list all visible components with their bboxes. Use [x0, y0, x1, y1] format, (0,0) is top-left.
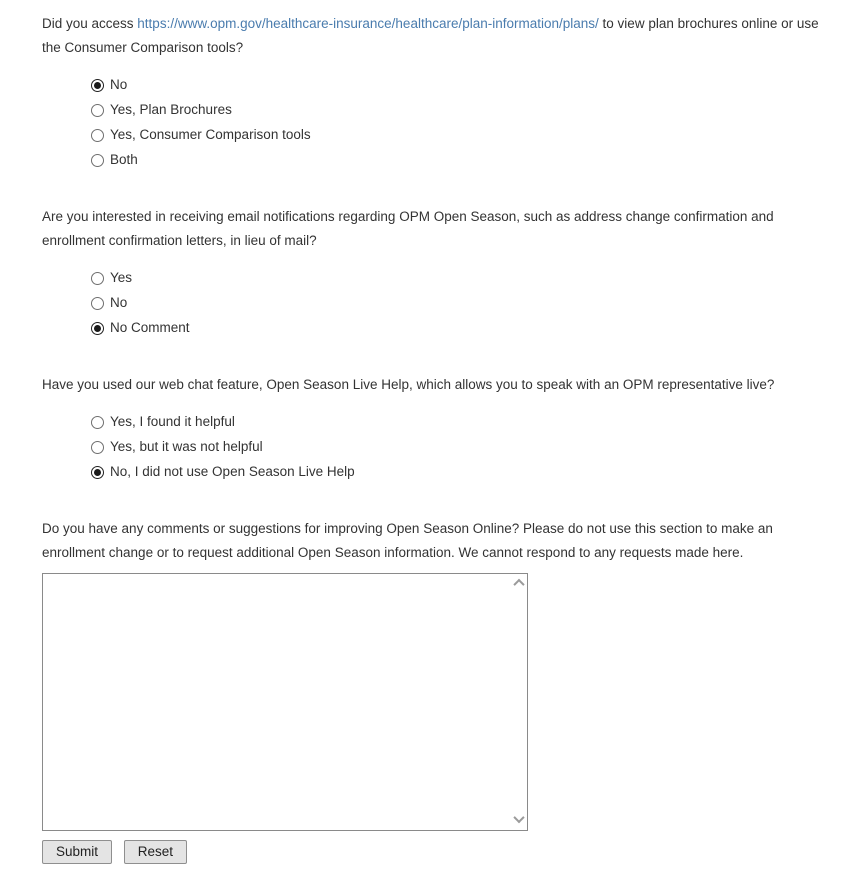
- opm-plans-link[interactable]: https://www.opm.gov/healthcare-insurance/healthcare/plan-information/plans/: [137, 16, 599, 31]
- radio-icon[interactable]: [91, 416, 104, 429]
- radio-icon[interactable]: [91, 322, 104, 335]
- radio-option-did-not-use[interactable]: [91, 465, 832, 479]
- radio-option-yes-comparison-tools[interactable]: [91, 128, 832, 142]
- radio-icon[interactable]: [91, 272, 104, 285]
- radio-option-yes-not-helpful[interactable]: [91, 440, 832, 454]
- radio-option-label: No: [110, 77, 128, 92]
- radio-option-yes-helpful[interactable]: [91, 415, 832, 429]
- textarea-scrollbar[interactable]: [510, 574, 527, 830]
- radio-option-no[interactable]: [91, 78, 832, 92]
- question-text: Are you interested in receiving email notifications regarding OPM Open Season, such as address change confirmation and enrollment confirmation letters, in lieu of mail?: [42, 209, 774, 248]
- radio-option-label: Yes: [110, 270, 133, 285]
- radio-icon[interactable]: [91, 441, 104, 454]
- question-plan-brochures: [42, 12, 832, 167]
- question-text-pre: Did you access: [42, 16, 138, 31]
- radio-group-plan-brochures: [91, 78, 832, 167]
- question-email-notifications: [42, 205, 832, 335]
- radio-option-label: Yes, but it was not helpful: [110, 439, 263, 454]
- question-web-chat: [42, 373, 832, 479]
- radio-group-web-chat: [91, 415, 832, 479]
- submit-button[interactable]: Submit: [42, 840, 112, 864]
- radio-option-label: Yes, I found it helpful: [110, 414, 235, 429]
- question-text: [42, 12, 832, 60]
- question-text: Have you used our web chat feature, Open Season Live Help, which allows you to speak with an OPM representative live?: [42, 377, 775, 392]
- comments-section: [42, 517, 832, 864]
- radio-option-label: No Comment: [110, 320, 190, 335]
- radio-option-label: No: [110, 295, 128, 310]
- scroll-down-icon[interactable]: [513, 812, 524, 823]
- radio-icon[interactable]: [91, 104, 104, 117]
- radio-icon[interactable]: [91, 466, 104, 479]
- reset-button[interactable]: Reset: [124, 840, 187, 864]
- radio-option-label: Yes, Plan Brochures: [110, 102, 232, 117]
- scroll-up-icon[interactable]: [513, 579, 524, 590]
- radio-icon[interactable]: [91, 297, 104, 310]
- radio-option-yes-plan-brochures[interactable]: [91, 103, 832, 117]
- comments-prompt: Do you have any comments or suggestions for improving Open Season Online? Please do not use this section to make an enrollment change or to request additional Open Season information. We cannot respond to any requests made here.: [42, 521, 773, 560]
- radio-option-label: No, I did not use Open Season Live Help: [110, 464, 355, 479]
- radio-option-label: Yes, Consumer Comparison tools: [110, 127, 311, 142]
- radio-option-no[interactable]: [91, 296, 832, 310]
- radio-icon[interactable]: [91, 129, 104, 142]
- radio-option-label: Both: [110, 152, 138, 167]
- radio-option-no-comment[interactable]: [91, 321, 832, 335]
- form-buttons: [42, 840, 832, 864]
- radio-option-both[interactable]: [91, 153, 832, 167]
- comments-textarea-container: [42, 573, 528, 831]
- radio-icon[interactable]: [91, 79, 104, 92]
- radio-group-email-notifications: [91, 271, 832, 335]
- radio-option-yes[interactable]: [91, 271, 832, 285]
- comments-textarea[interactable]: [43, 574, 510, 830]
- radio-icon[interactable]: [91, 154, 104, 167]
- question-text-post: to view plan brochures online or use the Consumer Comparison tools?: [42, 16, 819, 55]
